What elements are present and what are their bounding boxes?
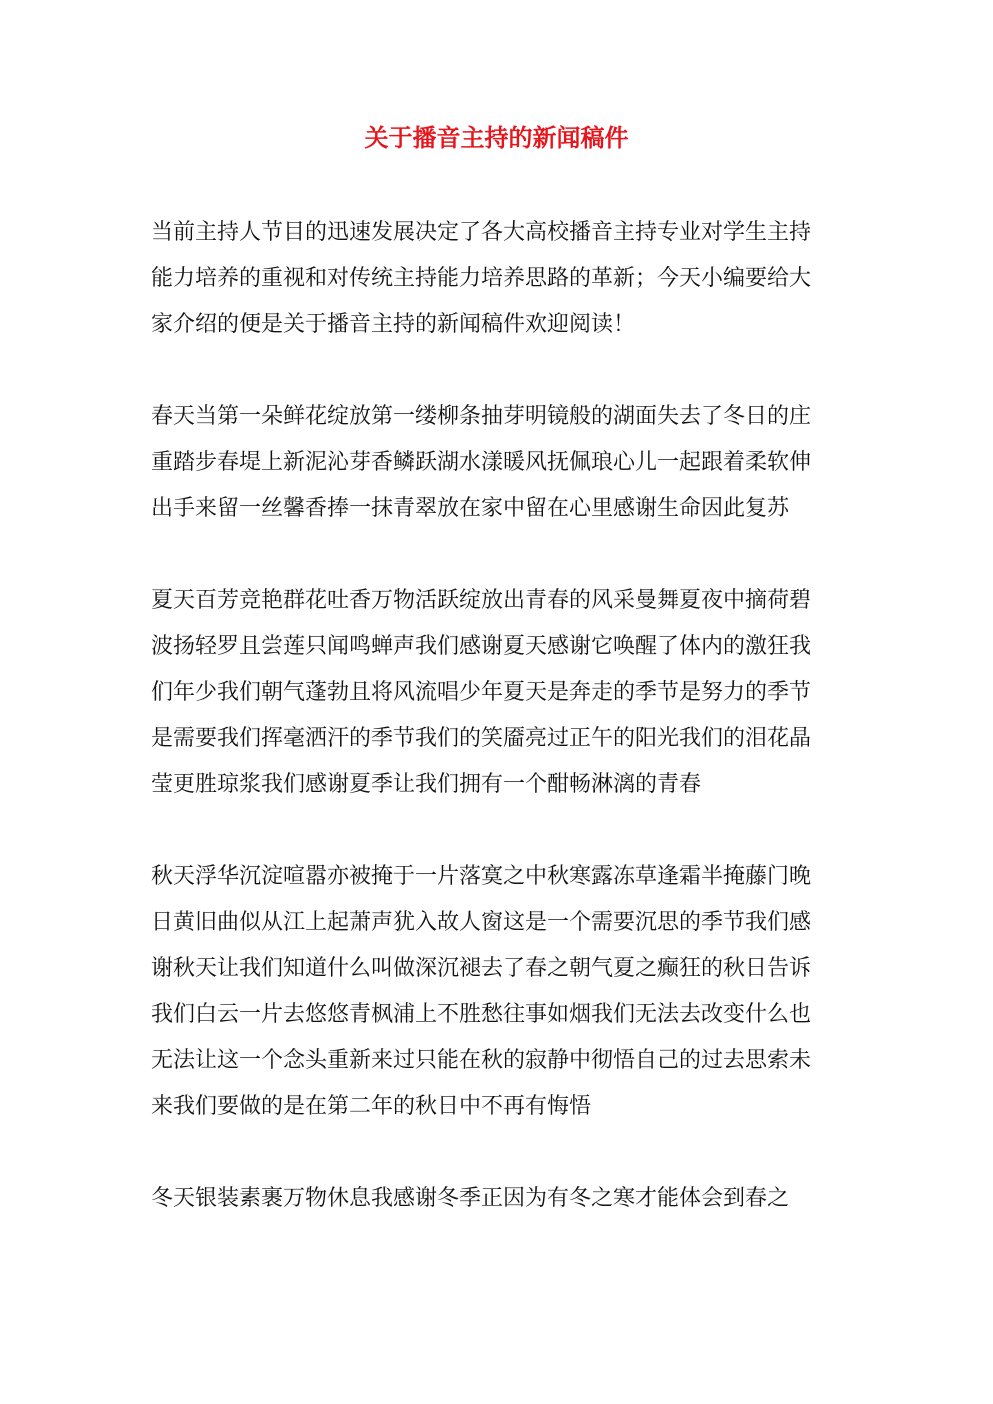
paragraph-summer: 夏天百芳竞艳群花吐香万物活跃绽放出青春的风采曼舞夏夜中摘荷碧波扬轻罗且尝莲只闻鸣蝉声我们感谢夏天感谢它唤醒了体内的激狂我们年少我们朝气蓬勃且将风流唱少年夏天是奔走的季节是努力的季节是需要我们挥毫洒汗的季节我们的笑靥亮过正午的阳光我们的泪花晶莹更胜琼浆我们感谢夏季让我们拥有一个酣畅淋漓的青春 bbox=[151, 588, 812, 797]
document-title: 关于播音主持的新闻稿件 bbox=[364, 123, 629, 152]
paragraph-spring: 春天当第一朵鲜花绽放第一缕柳条抽芽明镜般的湖面失去了冬日的庄重踏步春堤上新泥沁芽香鳞跃湖水漾暖风抚佩琅心儿一起跟着柔软伸出手来留一丝馨香捧一抹青翠放在家中留在心里感谢生命因此复苏 bbox=[151, 404, 812, 521]
paragraph-autumn: 秋天浮华沉淀喧嚣亦被掩于一片落寞之中秋寒露冻草逢霜半掩藤门晚日黄旧曲似从江上起萧声犹入故人窗这是一个需要沉思的季节我们感谢秋天让我们知道什么叫做深沉褪去了春之朝气夏之癫狂的秋日告诉我们白云一片去悠悠青枫浦上不胜愁往事如烟我们无法去改变什么也无法让这一个念头重新来过只能在秋的寂静中彻悟自己的过去思索未来我们要做的是在第二年的秋日中不再有悔悟 bbox=[151, 864, 812, 1119]
paragraph-intro: 当前主持人节目的迅速发展决定了各大高校播音主持专业对学生主持能力培养的重视和对传统主持能力培养思路的革新；今天小编要给大家介绍的便是关于播音主持的新闻稿件欢迎阅读！ bbox=[151, 220, 812, 337]
document-body bbox=[151, 210, 831, 1268]
paragraph-winter: 冬天银装素裹万物休息我感谢冬季正因为有冬之寒才能体会到春之 bbox=[151, 1186, 790, 1211]
